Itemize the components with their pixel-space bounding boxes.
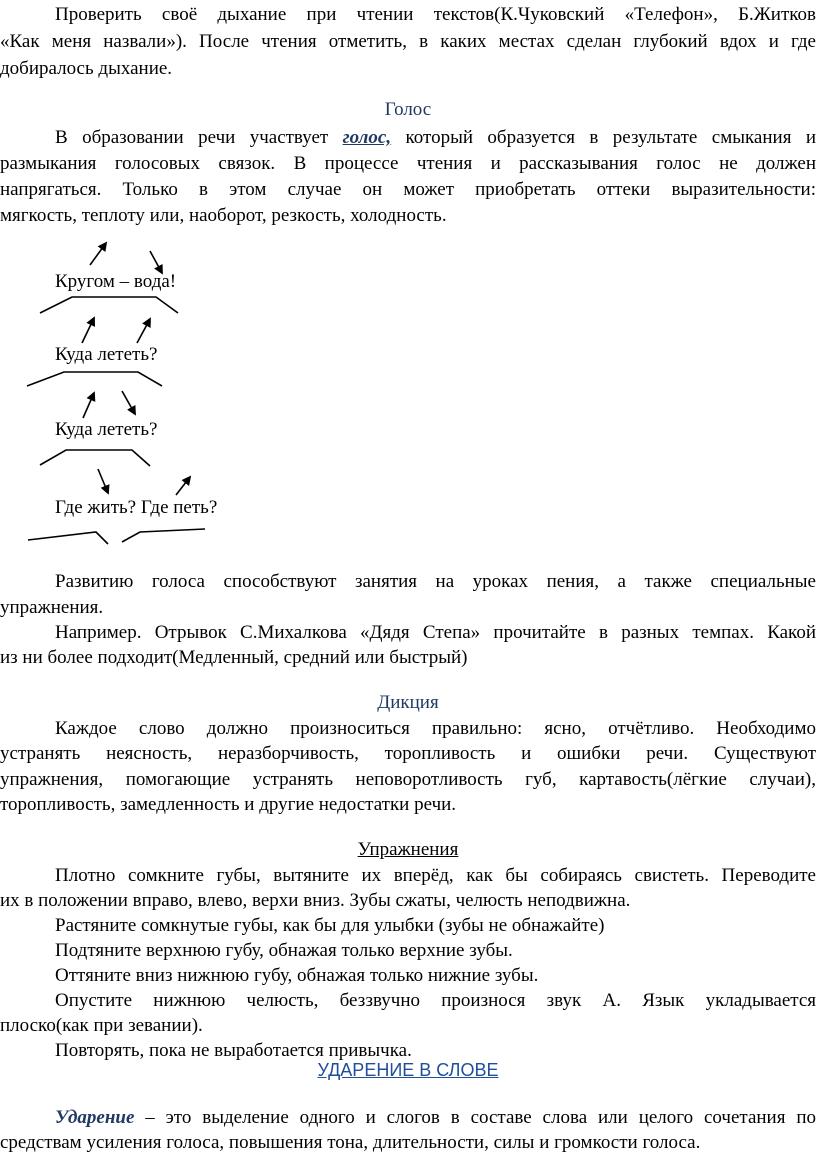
diction-line-2: устранять неясность, неразборчивость, торопливость и ошибки речи. Существуют — [0, 743, 816, 764]
golos-line-3: напрягаться. Только в этом случае он может приобретать оттеки выразительности: — [0, 179, 816, 200]
stress-definition-start: – это выделение одного и слогов в составе слова или целого сочетания по — [134, 1107, 816, 1128]
stress-heading-text: УДАРЕНИЕ В СЛОВЕ — [317, 1060, 499, 1080]
exercises-heading-text: Упражнения — [357, 839, 459, 860]
exercise-2: Растяните сомкнутые губы, как бы для улыбки (зубы не обнажайте) — [55, 915, 605, 936]
exercise-1-line-2: их в положении вправо, влево, верхи вниз. Зубы сжаты, челюсть неподвижна. — [0, 890, 631, 911]
intonation-contour — [40, 450, 150, 466]
exercise-5-line-2: плоско(как при зевании). — [0, 1015, 203, 1036]
exercise-3: Подтяните верхнюю губу, обнажая только верхние зубы. — [55, 940, 513, 961]
poem-line-2: Куда лететь? — [55, 344, 158, 365]
golos-text-after: который образуется в результате смыкания и — [391, 127, 816, 148]
intro-line-3: добиралось дыхание. — [0, 58, 173, 79]
intonation-contour — [122, 529, 205, 542]
exercise-6: Повторять, пока не выработается привычка. — [55, 1040, 412, 1061]
poem-line-1: Кругом – вода! — [55, 271, 177, 292]
diction-line-3: упражнения, помогающие устранять неповоротливость губ, картавость(лёгкие случаи), — [0, 769, 816, 790]
up-arrow-icon — [176, 477, 190, 495]
stress-line-1 — [0, 1106, 816, 1130]
up-arrow-icon — [83, 393, 94, 418]
up-arrow-icon — [82, 318, 94, 343]
intro-line-1: Проверить своё дыхание при чтении текстов(К.Чуковский «Телефон», Б.Житков — [55, 4, 816, 25]
up-arrow-icon — [90, 243, 106, 265]
development-line-3: Например. Отрывок С.Михалкова «Дядя Степа» прочитайте в разных темпах. Какой — [55, 622, 816, 643]
intonation-contour — [28, 532, 108, 544]
section-heading-golos: Голос — [384, 99, 432, 120]
golos-term: голос, — [342, 127, 392, 148]
diction-line-4: торопливость, замедленность и другие недостатки речи. — [0, 794, 457, 815]
down-arrow-icon — [98, 469, 108, 493]
development-line-4: из ни более подходит(Медленный, средний или быстрый) — [0, 647, 468, 668]
intonation-contour — [40, 297, 178, 313]
stress-term: Ударение — [55, 1107, 135, 1128]
down-arrow-icon — [150, 251, 162, 273]
stress-line-2: средствам усиления голоса, повышения тона, длительности, силы и громкости голоса. — [0, 1132, 701, 1153]
diction-line-1: Каждое слово должно произноситься правильно: ясно, отчётливо. Необходимо — [55, 718, 816, 739]
intro-line-2: «Как меня назвали»). После чтения отметить, в каких местах сделан глубокий вдох и где — [0, 31, 816, 52]
section-heading-exercises — [0, 838, 816, 862]
up-arrow-icon — [137, 319, 150, 343]
development-line-2: упражнения. — [0, 597, 104, 618]
exercise-1-line-1: Плотно сомкните губы, вытяните их вперёд, как бы собираясь свистеть. Переводите — [55, 865, 816, 886]
golos-text-before: В образовании речи участвует — [55, 127, 343, 148]
section-heading-diction: Дикция — [377, 692, 439, 713]
golos-line-2: размыкания голосовых связок. В процессе чтения и рассказывания голос не должен — [0, 153, 816, 174]
exercise-4: Оттяните вниз нижнюю губу, обнажая только нижние зубы. — [55, 965, 539, 986]
section-heading-stress — [0, 1058, 816, 1082]
development-line-1: Развитию голоса способствуют занятия на уроках пения, а также специальные — [55, 571, 816, 592]
exercise-5-line-1: Опустите нижнюю челюсть, беззвучно произнося звук А. Язык укладывается — [55, 990, 816, 1011]
intonation-contour — [27, 372, 162, 386]
poem-line-4: Где жить? Где петь? — [55, 497, 218, 518]
poem-line-3: Куда лететь? — [55, 419, 158, 440]
down-arrow-icon — [122, 391, 135, 414]
golos-line-4: мягкость, теплоту или, наоборот, резкость, холодность. — [0, 205, 447, 226]
